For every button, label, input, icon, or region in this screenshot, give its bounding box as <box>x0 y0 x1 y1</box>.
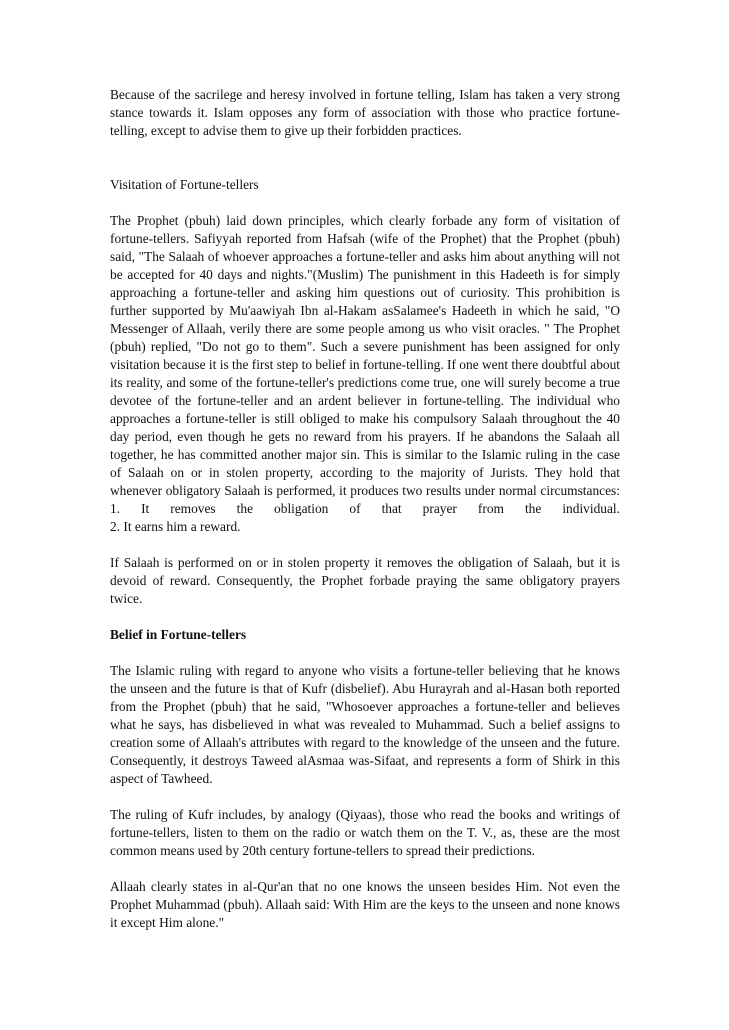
intro-paragraph: Because of the sacrilege and heresy involved in fortune telling, Islam has taken a very strong stance towards it. Islam opposes any form of association with those who practice fortune-telling, except to advise them to give up their forbidden practices. <box>110 87 620 138</box>
section-heading-visitation: Visitation of Fortune-tellers <box>110 177 259 192</box>
belief-paragraph-1: The Islamic ruling with regard to anyone who visits a fortune-teller believing that he knows the unseen and the future is that of Kufr (disbelief). Abu Hurayrah and al-Hasan both reported from the Prophet (pbuh) that he said, "Whosoever approaches a fortune-teller and believes what he says, has disbelieved in what was revealed to Muhammad. Such a belief assigns to creation some of Allaah's attributes with regard to the knowledge of the unseen and the future. Consequently, it destroys Taweed alAsmaa was-Sifaat, and represents a form of Shirk in this aspect of Tawheed. <box>110 663 620 786</box>
stolen-property-paragraph: If Salaah is performed on or in stolen property it removes the obligation of Salaah, but it is devoid of reward. Consequently, the Prophet forbade praying the same obligatory prayers twice. <box>110 555 620 606</box>
belief-paragraph-2: The ruling of Kufr includes, by analogy (Qiyaas), those who read the books and writings of fortune-tellers, listen to them on the radio or watch them on the T. V., as, these are the most common means used by 20th century fortune-tellers to spread their predictions. <box>110 807 620 858</box>
visitation-body: The Prophet (pbuh) laid down principles, which clearly forbade any form of visitation of fortune-tellers. Safiyyah reported from Hafsah (wife of the Prophet) that the Prophet (pbuh) said, "The Salaah of whoever approaches a fortune-teller and asks him about anything will not be accepted for 40 days and nights."(Muslim) The punishment in this Hadeeth is for simply approaching a fortune-teller and asking him questions out of curiosity. This prohibition is further supported by Mu'aawiyah Ibn al-Hakam asSalamee's Hadeeth in which he said, "O Messenger of Allaah, verily there are some people among us who visit oracles. " The Prophet (pbuh) replied, "Do not go to them". Such a severe punishment has been assigned for only visitation because it is the first step to belief in fortune-telling. If one went there doubtful about its reality, and some of the fortune-teller's predictions come true, one will surely become a true devotee of the fortune-teller and an ardent believer in fortune-telling. The individual who approaches a fortune-teller is still obliged to make his compulsory Salaah throughout the 40 day period, even though he gets no reward from his prayers. If he abandons the Salaah all together, he has committed another major sin. This is similar to the Islamic ruling in the case of Salaah on or in stolen property, according to the majority of Jurists. They hold that whenever obligatory Salaah is performed, it produces two results under normal circumstances: <box>110 213 620 498</box>
visitation-result-2: 2. It earns him a reward. <box>110 519 241 534</box>
visitation-paragraph <box>110 212 620 536</box>
visitation-result-1: 1. It removes the obligation of that prayer from the individual. <box>110 501 620 516</box>
document-page <box>110 86 620 950</box>
section-heading-belief: Belief in Fortune-tellers <box>110 627 247 642</box>
belief-paragraph-3: Allaah clearly states in al-Qur'an that no one knows the unseen besides Him. Not even the Prophet Muhammad (pbuh). Allaah said: With Him are the keys to the unseen and none knows it except Him alone." <box>110 879 620 930</box>
